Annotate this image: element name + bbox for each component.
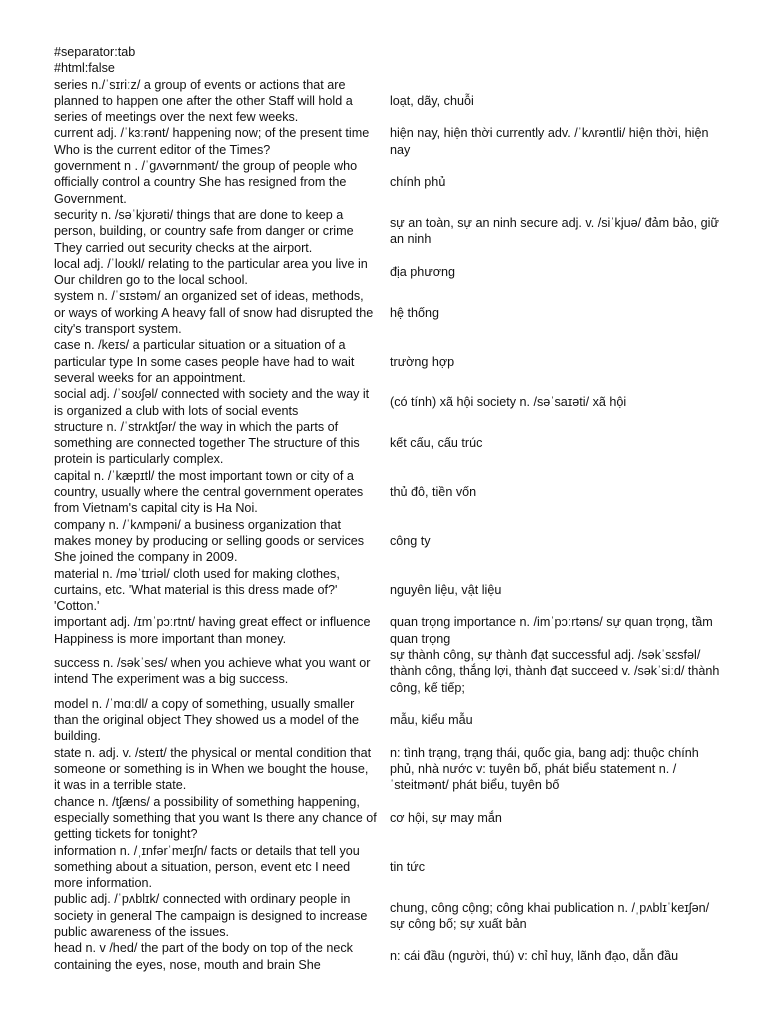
entry-structure <box>54 419 734 468</box>
entry-vietnamese: n: cái đầu (người, thú) v: chỉ huy, lãnh đạo, dẫn đầu <box>390 949 679 964</box>
entry-vietnamese: địa phương <box>390 265 456 279</box>
entry-security <box>54 207 734 256</box>
entry-english: state n. adj. v. /steɪt/ the physical or mental condition that someone or something is in When we bought the house, it was in a terrible state. <box>54 745 372 793</box>
entry-vietnamese: kết cấu, cấu trúc <box>390 436 483 451</box>
entry-state <box>54 745 734 794</box>
entry-vietnamese: chính phủ <box>390 175 446 190</box>
document-page <box>54 44 734 973</box>
entry-english: series n./ˈsɪriːz/ a group of events or actions that are planned to happen one after the other Staff will hold a series of meetings over the next few weeks. <box>54 77 353 125</box>
separator-header: #separator:tab <box>54 45 136 59</box>
entry-social <box>54 386 734 419</box>
entry-case <box>54 337 734 386</box>
entry-model <box>54 696 734 745</box>
html-header: #html:false <box>54 61 115 76</box>
entry-english: chance n. /tʃæns/ a possibility of something happening, especially something that you want Is there any chance of getting tickets for tonight? <box>54 794 377 842</box>
entry-vietnamese: trường hợp <box>390 354 455 369</box>
entry-english: information n. /ˌɪnfərˈmeɪʃn/ facts or details that tell you something about a situation, person, event etc I need more information. <box>54 843 360 891</box>
entry-capital <box>54 468 734 517</box>
entry-vietnamese: mẫu, kiểu mẫu <box>390 713 473 728</box>
entry-vietnamese: hiện nay, hiện thời currently adv. /ˈkʌrəntli/ hiện thời, hiện nay <box>390 126 709 157</box>
entry-system <box>54 288 734 337</box>
entry-english: current adj. /ˈkɜːrənt/ happening now; of the present time Who is the current editor of the Times? <box>54 126 370 157</box>
entry-english: government n . /ˈɡʌvərnmənt/ the group of people who officially control a country She has resigned from the Government. <box>54 159 358 206</box>
entry-vietnamese: sự an toàn, sự an ninh secure adj. v. /siˈkjuə/ đảm bảo, giữ an ninh <box>390 216 719 247</box>
entry-english: security n. /səˈkjʊrəti/ things that are done to keep a person, building, or country safe from danger or crime They carried out security checks at the airport. <box>54 207 354 255</box>
entry-english: important adj. /ɪmˈpɔːrtnt/ having great effect or influence Happiness is more important than money. <box>54 615 371 646</box>
entry-public <box>54 891 734 940</box>
entry-vietnamese: quan trọng importance n. /imˈpɔːrtəns/ sự quan trọng, tầm quan trọng <box>390 615 713 646</box>
entry-success <box>54 647 734 696</box>
entry-important <box>54 614 734 647</box>
entry-current <box>54 125 734 158</box>
entry-english: company n. /ˈkʌmpəni/ a business organization that makes money by producing or selling goods or services She joined the company in 2009. <box>54 517 365 565</box>
entry-series <box>54 77 734 126</box>
entry-english: capital n. /ˈkæpɪtl/ the most important town or city of a country, usually where the central government operates from Vietnam's capital city is Ha Noi. <box>54 468 364 516</box>
entry-information <box>54 843 734 892</box>
entry-local <box>54 256 734 289</box>
entry-english: case n. /keɪs/ a particular situation or a situation of a particular type In some cases people have had to wait several weeks for an appointment. <box>54 338 355 385</box>
entry-vietnamese: chung, công cộng; công khai publication n. /ˌpʌblɪˈkeɪʃən/ sự công bố; sự xuất bản <box>390 900 710 931</box>
entry-material <box>54 566 734 615</box>
entry-english: social adj. /ˈsoʊʃəl/ connected with society and the way it is organized a club with lots of social events <box>54 387 370 418</box>
entry-vietnamese: nguyên liệu, vật liệu <box>390 582 502 597</box>
entry-english: material n. /məˈtɪriəl/ cloth used for making clothes, curtains, etc. 'What material is this dress made of?' 'Cotton.' <box>54 566 340 614</box>
entry-vietnamese: sự thành công, sự thành đạt successful adj. /səkˈsɛsfəl/ thành công, thắng lợi, thành đạt succeed v. /səkˈsiːd/ thành công, kế tiếp; <box>390 647 720 695</box>
entry-vietnamese: loạt, dãy, chuỗi <box>390 93 474 108</box>
entry-company <box>54 517 734 566</box>
entry-vietnamese: tin tức <box>390 859 426 874</box>
entry-vietnamese: (có tính) xã hội society n. /səˈsaɪəti/ xã hội <box>390 395 627 410</box>
entry-chance <box>54 794 734 843</box>
entry-vietnamese: n: tình trạng, trạng thái, quốc gia, bang adj: thuộc chính phủ, nhà nước v: tuyên bố, phát biểu statement n. /ˈsteitmənt/ phát biểu, tuyên bố <box>390 745 699 793</box>
entry-head <box>54 940 734 973</box>
entry-government <box>54 158 734 207</box>
entry-english: system n. /ˈsɪstəm/ an organized set of ideas, methods, or ways of working A heavy fall of snow had disrupted the city's transport system. <box>54 289 374 337</box>
entry-english: local adj. /ˈloʊkl/ relating to the particular area you live in Our children go to the local school. <box>54 256 368 288</box>
entry-english: structure n. /ˈstrʌktʃər/ the way in which the parts of something are connected together The structure of this protein is particularly complex. <box>54 419 360 467</box>
entry-vietnamese: cơ hội, sự may mắn <box>390 810 502 825</box>
entry-english: public adj. /ˈpʌblɪk/ connected with ordinary people in society in general The campaign is designed to increase public awareness of the issues. <box>54 892 368 940</box>
entry-vietnamese: thủ đô, tiền vốn <box>390 485 477 500</box>
entry-english: success n. /səkˈses/ when you achieve what you want or intend The experiment was a big success. <box>54 656 371 687</box>
entry-english: model n. /ˈmɑːdl/ a copy of something, usually smaller than the original object They showed us a model of the building. <box>54 696 360 744</box>
entry-english: head n. v /hed/ the part of the body on top of the neck containing the eyes, nose, mouth and brain She <box>54 941 353 972</box>
entry-vietnamese: hệ thống <box>390 305 440 320</box>
entry-vietnamese: công ty <box>390 533 431 548</box>
